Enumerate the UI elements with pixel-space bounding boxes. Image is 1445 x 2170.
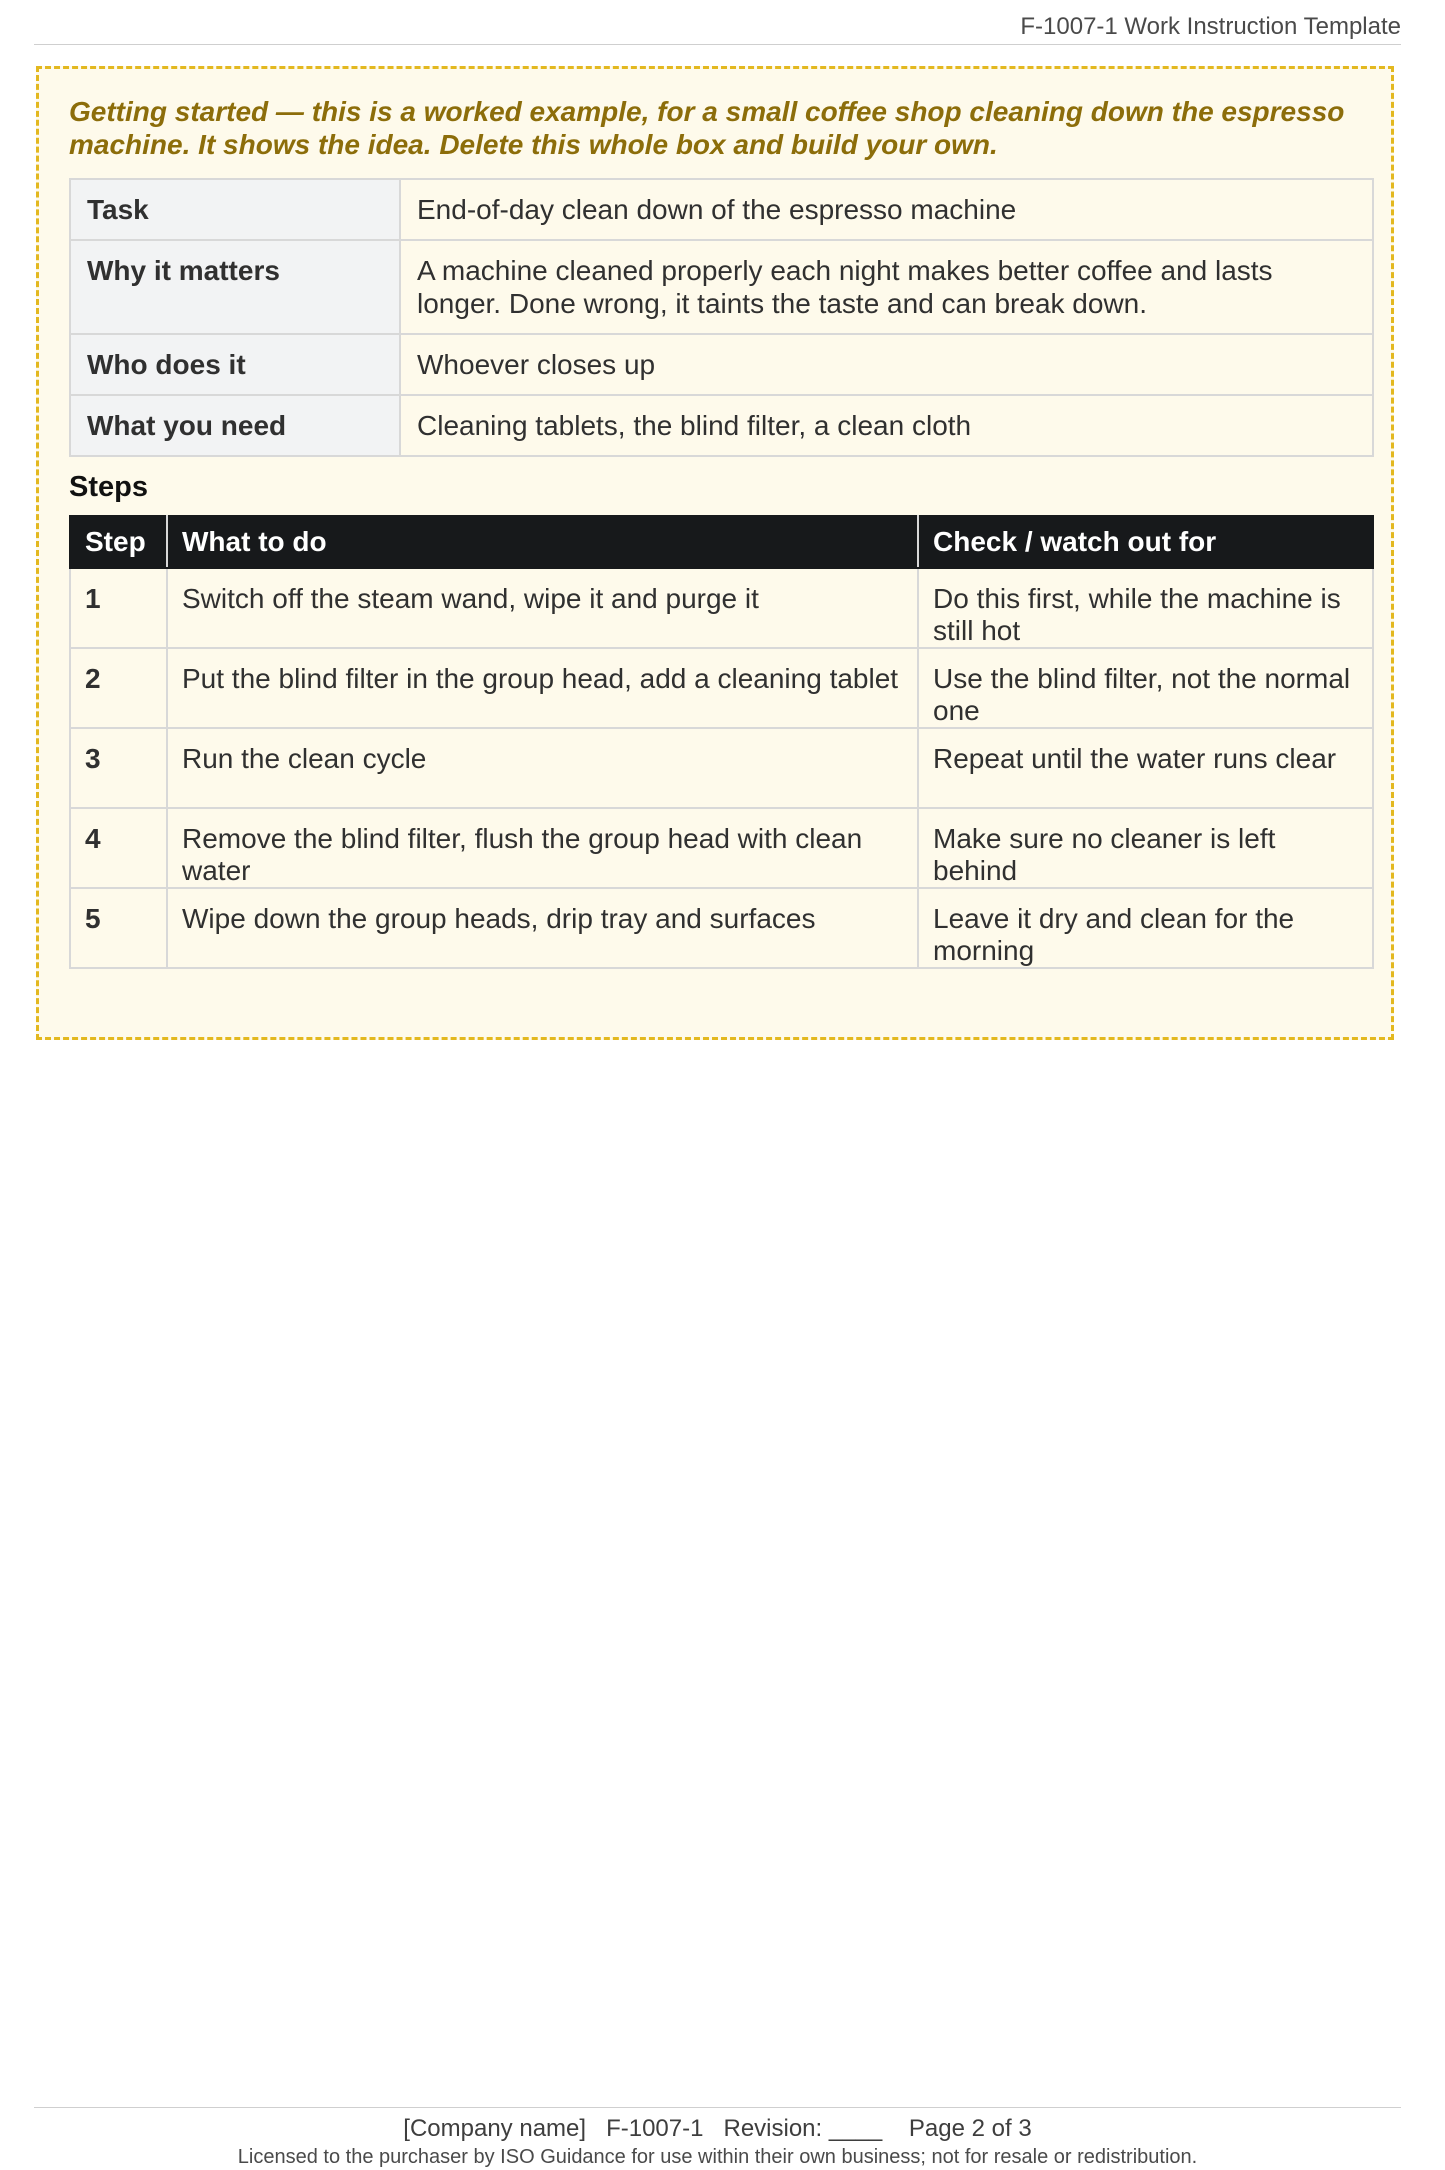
- footer-doc-code: F-1007-1: [606, 2115, 704, 2142]
- step-check: Leave it dry and clean for the morning: [918, 888, 1373, 968]
- info-row-need: [70, 395, 1373, 456]
- revision-field: Revision: ____: [723, 2115, 883, 2142]
- steps-table: [69, 515, 1374, 969]
- page-header: [34, 12, 1401, 45]
- task-info-table: [69, 178, 1374, 457]
- column-header-check: Check / watch out for: [918, 516, 1373, 568]
- step-number: 3: [70, 728, 167, 808]
- footer-info: [34, 2108, 1401, 2144]
- step-check: Use the blind filter, not the normal one: [918, 648, 1373, 728]
- step-action: Switch off the steam wand, wipe it and purge it: [167, 568, 918, 648]
- info-label: Why it matters: [70, 240, 400, 334]
- step-number: 1: [70, 568, 167, 648]
- worked-example-box: [36, 66, 1394, 1040]
- step-row: [70, 728, 1373, 808]
- step-row: [70, 888, 1373, 968]
- step-action: Wipe down the group heads, drip tray and surfaces: [167, 888, 918, 968]
- info-row-why: [70, 240, 1373, 334]
- column-header-step: Step: [70, 516, 167, 568]
- page-footer: [34, 2107, 1401, 2170]
- step-number: 5: [70, 888, 167, 968]
- page-number: Page 2 of 3: [908, 2115, 1032, 2142]
- steps-header-row: [70, 516, 1373, 568]
- steps-heading: Steps: [69, 471, 148, 503]
- step-row: [70, 568, 1373, 648]
- step-check: Repeat until the water runs clear: [918, 728, 1373, 808]
- license-notice: Licensed to the purchaser by ISO Guidance for use within their own business; not for resale or redistribution.: [237, 2146, 1198, 2168]
- info-row-task: [70, 179, 1373, 240]
- info-value: A machine cleaned properly each night makes better coffee and lasts longer. Done wrong, it taints the taste and can break down.: [400, 240, 1373, 334]
- info-row-who: [70, 334, 1373, 395]
- column-header-what: What to do: [167, 516, 918, 568]
- step-number: 4: [70, 808, 167, 888]
- info-value: End-of-day clean down of the espresso machine: [400, 179, 1373, 240]
- info-label: What you need: [70, 395, 400, 456]
- info-label: Who does it: [70, 334, 400, 395]
- info-value: Cleaning tablets, the blind filter, a clean cloth: [400, 395, 1373, 456]
- info-value: Whoever closes up: [400, 334, 1373, 395]
- step-action: Put the blind filter in the group head, add a cleaning tablet: [167, 648, 918, 728]
- step-check: Make sure no cleaner is left behind: [918, 808, 1373, 888]
- step-check: Do this first, while the machine is still hot: [918, 568, 1373, 648]
- step-number: 2: [70, 648, 167, 728]
- step-row: [70, 648, 1373, 728]
- step-row: [70, 808, 1373, 888]
- document-title: F-1007-1 Work Instruction Template: [1020, 13, 1401, 40]
- info-label: Task: [70, 179, 400, 240]
- step-action: Remove the blind filter, flush the group head with clean water: [167, 808, 918, 888]
- getting-started-note: Getting started — this is a worked example, for a small coffee shop cleaning down the espresso machine. It shows the idea. Delete this whole box and build your own.: [69, 96, 1345, 160]
- step-action: Run the clean cycle: [167, 728, 918, 808]
- company-name: [Company name]: [403, 2115, 587, 2142]
